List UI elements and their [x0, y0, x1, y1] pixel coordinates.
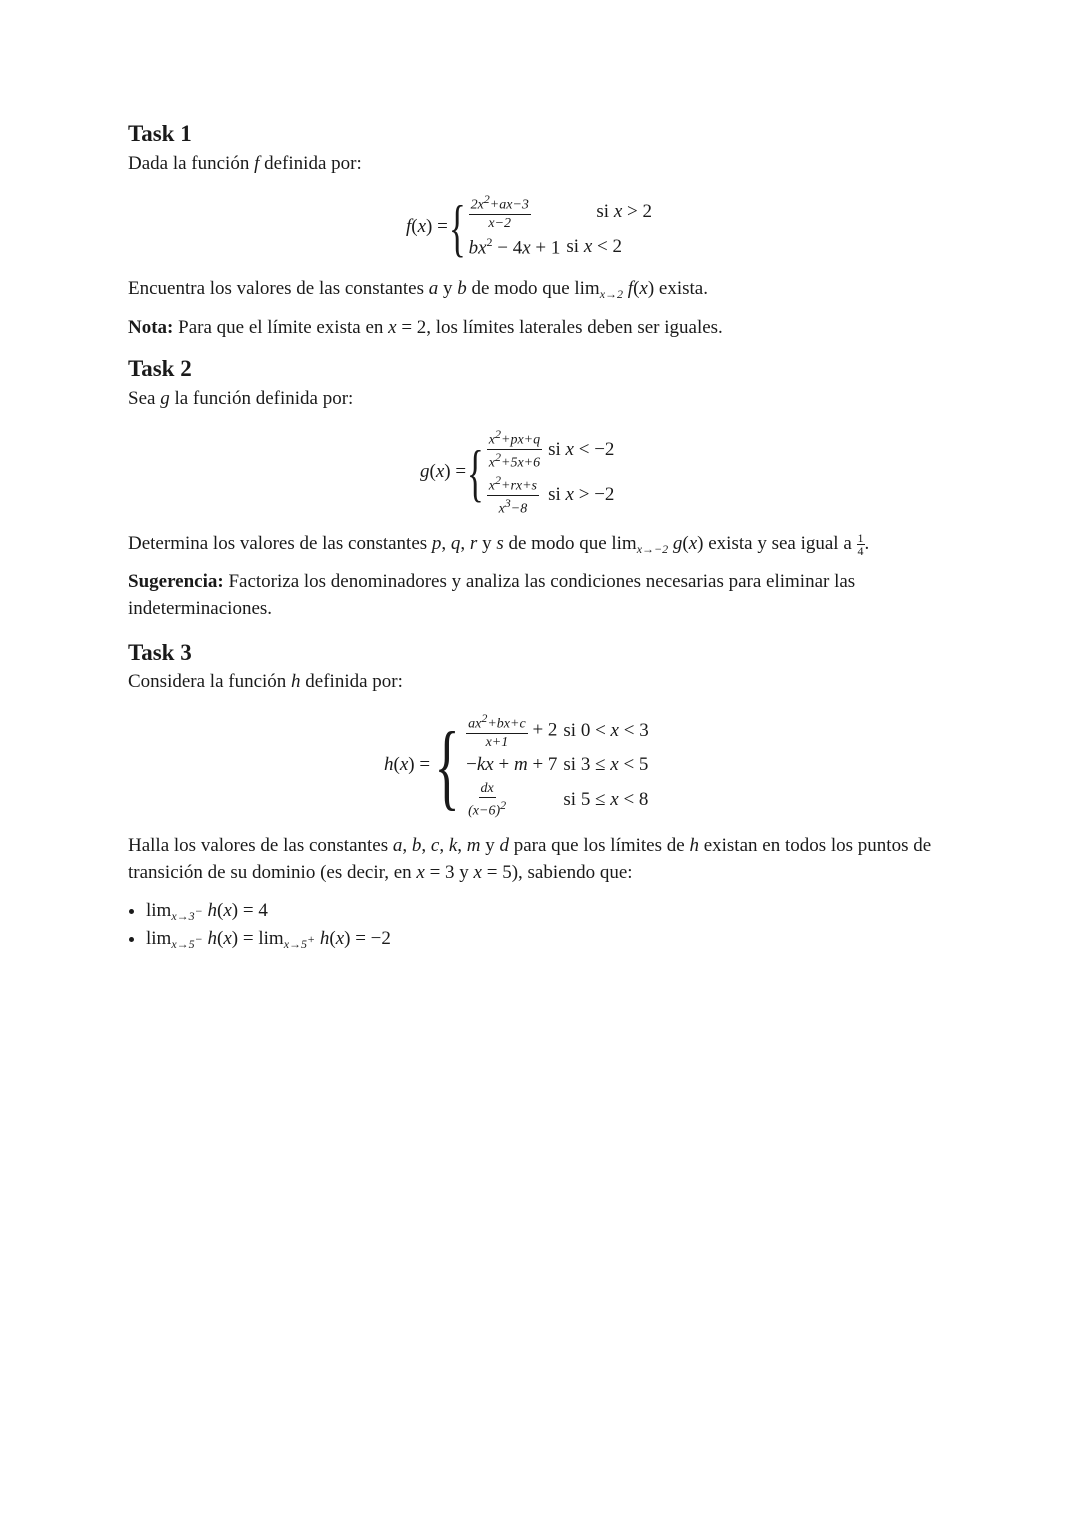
f-brace: {	[448, 191, 466, 263]
task-3-title: Task 3	[128, 639, 192, 665]
h-cases	[466, 712, 649, 819]
g-lhs: g(x) =	[420, 461, 467, 483]
task-3-condition-2: • $\lim_{x\to 5^-} h(x) = \lim_{x\to 5^+} h(x) = -2$	[146, 925, 958, 953]
task-3	[128, 639, 958, 954]
h-brace: {	[434, 711, 460, 819]
h-case3-cond: si 5 ≤ x < 8	[563, 788, 649, 810]
task-2-function	[420, 428, 958, 516]
h-case3-expr: $\frac{dx}{(x-6)^2}$	[468, 780, 507, 820]
task-3-function	[384, 712, 958, 819]
task-2	[128, 355, 958, 623]
task-2-hint: Sugerencia: Factoriza los denominadores y analiza las condiciones necesarias para eliminar las indeterminaciones.	[128, 571, 856, 620]
g-case2-expr: $\frac{x^2+rx+s}{x^3-8}$	[488, 472, 538, 517]
task-3-condition-1: • $\lim_{x\to 3^-} h(x) = 4$	[146, 897, 958, 925]
task-1-note: Nota: Para que el límite exista en x = 2, los límites laterales deben ser iguales.	[128, 316, 723, 338]
h-lhs: h(x) =	[384, 754, 431, 776]
f-case2-cond: si x < 2	[566, 236, 622, 258]
task-2-title: Task 2	[128, 356, 192, 382]
f-case1-cond: si x > 2	[596, 201, 652, 223]
h-case1-cond: si 0 < x < 3	[563, 719, 649, 741]
h-case2-cond: si 3 ≤ x < 5	[563, 754, 649, 776]
f-cases	[469, 193, 652, 261]
task-1-function	[406, 193, 958, 261]
task-3-intro: Considera la función h definida por:	[128, 671, 403, 693]
g-case1-expr: $\frac{x^2+px+q}{x^2+5x+6}$	[488, 427, 541, 472]
h-case1-expr: $\frac{ax^2+bx+c}{x+1}$ + 2	[468, 710, 558, 750]
task-1-question: Encuentra los valores de las constantes a y b de modo que $\lim_{x\to 2} f(x)$ exista.	[128, 277, 708, 301]
task-3-conditions	[128, 897, 958, 954]
task-1-title: Task 1	[128, 121, 192, 146]
task-2-intro: Sea g la función definida por:	[128, 387, 354, 409]
f-case1-expr: $\frac{2x^2+ax-3}{x-2}$	[470, 192, 529, 232]
h-case2-expr: −kx + m + 7	[466, 754, 558, 776]
task-2-question: Determina los valores de las constantes p, q, r y s de modo que $\lim_{x\to-2} g(x)$ exista y sea igual a $\frac{1}{4}$ .	[128, 530, 870, 558]
task-1-intro: Dada la función f definida por:	[128, 152, 362, 174]
task-1	[128, 120, 958, 341]
g-case2-cond: si x > −2	[548, 483, 615, 505]
f-case2-expr: $bx^2 - 4x + 1$	[468, 234, 561, 259]
g-cases	[487, 428, 615, 516]
f-lhs: f(x) =	[406, 216, 448, 238]
g-case1-cond: si x < −2	[548, 438, 615, 460]
document-content	[128, 120, 958, 953]
g-brace: {	[466, 436, 484, 508]
task-3-question: Halla los valores de las constantes a, b, c, k, m y d para que los límites de h existan en todos los puntos de transición de su dominio (es decir, en x = 3 y x = 5), sabiendo que:	[128, 835, 932, 884]
